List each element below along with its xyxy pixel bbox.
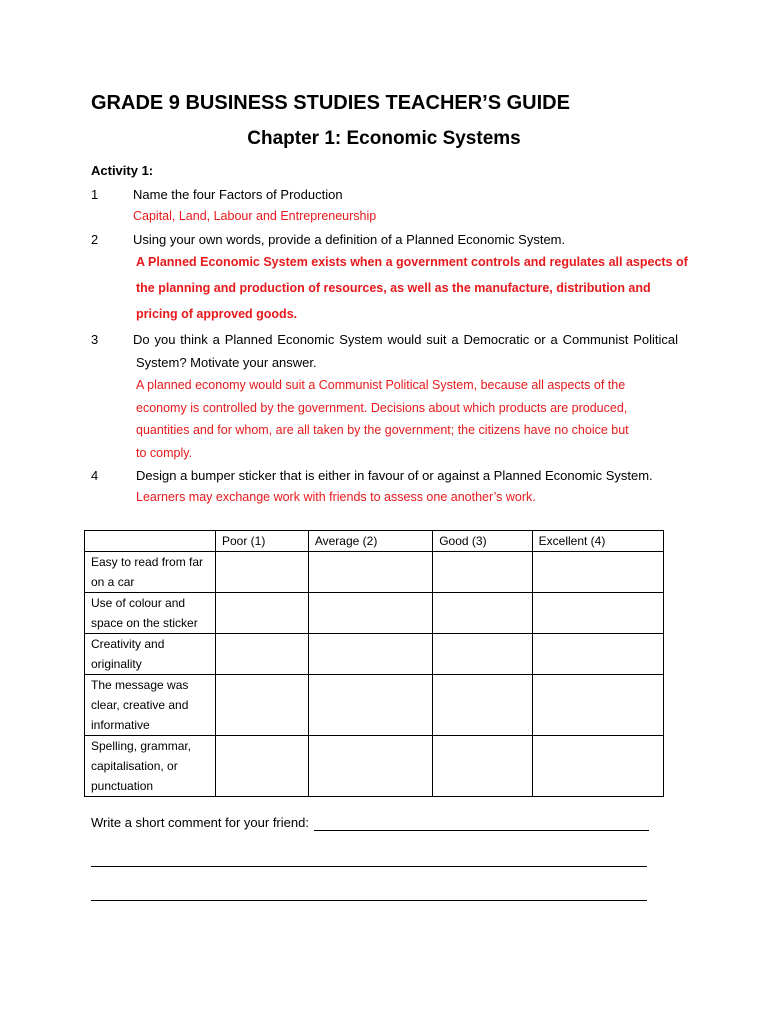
answer-text: pricing of approved goods. xyxy=(136,307,298,321)
rubric-header-good: Good (3) xyxy=(433,531,532,552)
rubric-cell[interactable] xyxy=(216,736,309,797)
answer-text: economy is controlled by the government. Decisions about which products are produced, xyxy=(136,401,628,415)
rubric-criterion xyxy=(85,552,216,593)
answer-text: Learners may exchange work with friends to assess one another’s work. xyxy=(136,490,536,504)
comment-label: Write a short comment for your friend: xyxy=(91,815,309,830)
table-row xyxy=(85,634,664,675)
rubric-cell[interactable] xyxy=(532,552,663,593)
document-title: GRADE 9 BUSINESS STUDIES TEACHER’S GUIDE xyxy=(91,92,570,114)
criterion-line: informative xyxy=(91,718,150,732)
question-text: Do you think a Planned Economic System would suit a Democratic or a Communist Political xyxy=(133,332,678,347)
rubric-cell[interactable] xyxy=(216,675,309,736)
rubric-cell[interactable] xyxy=(433,634,532,675)
rubric-cell[interactable] xyxy=(216,593,309,634)
rubric-cell[interactable] xyxy=(308,675,432,736)
rubric-header-row xyxy=(85,531,664,552)
criterion-line: Creativity and xyxy=(91,637,165,651)
table-row xyxy=(85,675,664,736)
question-text: System? Motivate your answer. xyxy=(136,355,317,370)
chapter-heading: Chapter 1: Economic Systems xyxy=(247,128,521,149)
comment-line[interactable] xyxy=(314,830,649,831)
rubric-criterion xyxy=(85,634,216,675)
rubric-cell[interactable] xyxy=(532,736,663,797)
answer-text: Capital, Land, Labour and Entrepreneurship xyxy=(133,209,377,223)
criterion-line: punctuation xyxy=(91,779,154,793)
rubric-cell[interactable] xyxy=(532,675,663,736)
answer-text: A Planned Economic System exists when a government controls and regulates all aspects of xyxy=(136,255,688,269)
rubric-cell[interactable] xyxy=(433,736,532,797)
rubric-cell[interactable] xyxy=(433,593,532,634)
rubric-cell[interactable] xyxy=(308,736,432,797)
rubric-criterion xyxy=(85,593,216,634)
activity-heading: Activity 1: xyxy=(91,163,154,178)
criterion-line: clear, creative and xyxy=(91,698,189,712)
question-text: Design a bumper sticker that is either in favour of or against a Planned Economic System. xyxy=(136,468,653,483)
rubric-cell[interactable] xyxy=(308,552,432,593)
criterion-line: on a car xyxy=(91,575,135,589)
answer-text: A planned economy would suit a Communist Political System, because all aspects of the xyxy=(136,378,626,392)
criterion-line: capitalisation, or xyxy=(91,759,178,773)
rubric-header-criteria xyxy=(85,531,216,552)
comment-line[interactable] xyxy=(91,900,647,901)
answer-text: the planning and production of resources, as well as the manufacture, distribution and xyxy=(136,281,651,295)
question-text: Using your own words, provide a definition of a Planned Economic System. xyxy=(133,232,566,247)
rubric-cell[interactable] xyxy=(532,593,663,634)
criterion-line: space on the sticker xyxy=(91,616,198,630)
rubric-cell[interactable] xyxy=(532,634,663,675)
criterion-line: Use of colour and xyxy=(91,596,186,610)
question-number: 4 xyxy=(91,468,99,483)
question-number: 1 xyxy=(91,187,99,202)
rubric-cell[interactable] xyxy=(216,552,309,593)
table-row xyxy=(85,593,664,634)
criterion-line: Easy to read from far xyxy=(91,555,204,569)
table-row xyxy=(85,552,664,593)
rubric-table xyxy=(84,530,664,797)
comment-line[interactable] xyxy=(91,866,647,867)
answer-text: quantities and for whom, are all taken by the government; the citizens have no choice but xyxy=(136,423,629,437)
question-text: Name the four Factors of Production xyxy=(133,187,343,202)
question-number: 3 xyxy=(91,332,99,347)
rubric-criterion xyxy=(85,675,216,736)
rubric-header-excellent: Excellent (4) xyxy=(532,531,663,552)
rubric-header-average: Average (2) xyxy=(308,531,432,552)
rubric-cell[interactable] xyxy=(216,634,309,675)
answer-text: to comply. xyxy=(136,446,193,460)
rubric-criterion xyxy=(85,736,216,797)
rubric-cell[interactable] xyxy=(433,552,532,593)
criterion-line: Spelling, grammar, xyxy=(91,739,192,753)
table-row xyxy=(85,736,664,797)
question-number: 2 xyxy=(91,232,99,247)
rubric-header-poor: Poor (1) xyxy=(216,531,309,552)
rubric-cell[interactable] xyxy=(308,593,432,634)
criterion-line: originality xyxy=(91,657,142,671)
rubric-cell[interactable] xyxy=(433,675,532,736)
criterion-line: The message was xyxy=(91,678,189,692)
rubric-cell[interactable] xyxy=(308,634,432,675)
